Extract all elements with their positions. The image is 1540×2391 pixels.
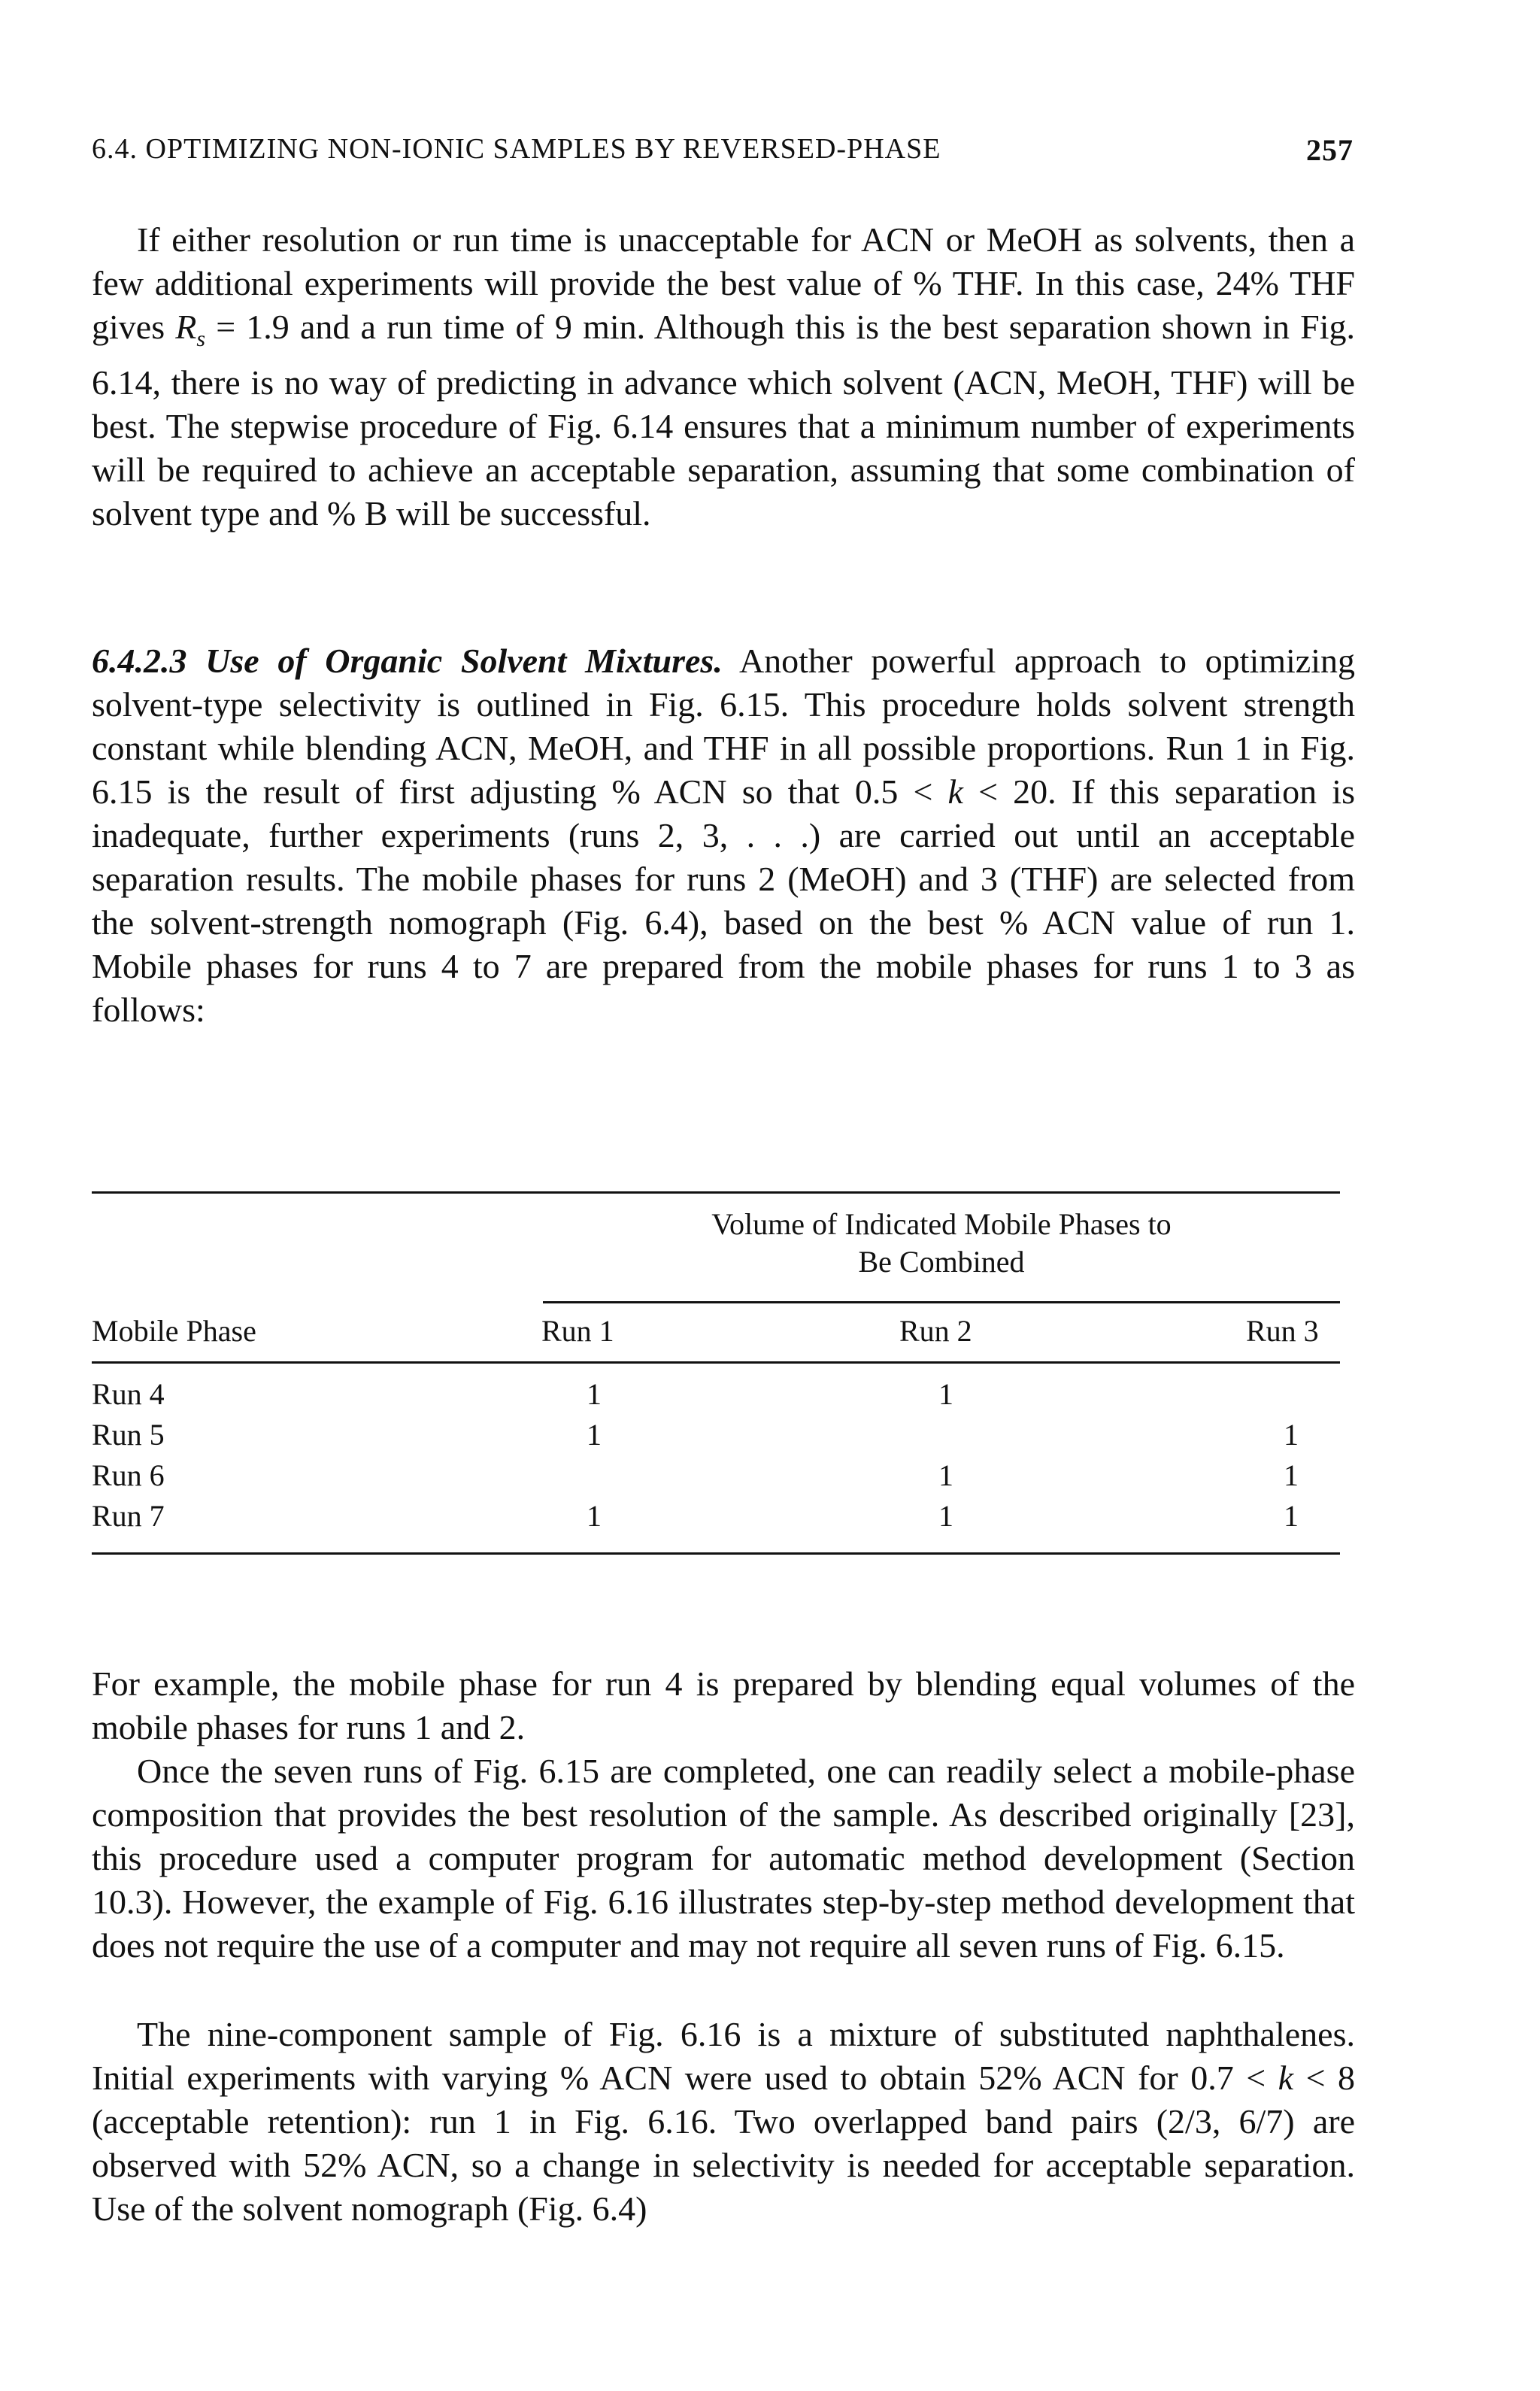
col-header-run-1: Run 1 [541,1314,614,1348]
table-cell: 1 [1284,1418,1299,1452]
table-bottom-rule [92,1552,1340,1555]
col-header-run-3: Run 3 [1246,1314,1319,1348]
table-cell: 1 [1284,1458,1299,1492]
table-cell: 1 [938,1377,953,1411]
running-header [92,132,1354,178]
table-row-label: Run 6 [92,1458,165,1492]
table-row-label: Run 7 [92,1499,165,1533]
mobile-phase-table [92,1191,1340,1567]
paragraph-organic-solvent-mixtures: 6.4.2.3 Use of Organic Solvent Mixtures. Another powerful approach to optimizing solvent-type selectivity is outlined in Fig. 6.15. This procedure holds solvent strength constant while blending ACN, MeOH, and THF in all possible proportions. Run 1 in Fig. 6.15 is the result of first adjusting % ACN so that 0.5 < k < 20. If this separation is inadequate, further experiments (runs 2, 3, . . .) are carried out until an acceptable separation results. The mobile phases for runs 2 (MeOH) and 3 (THF) are selected from the solvent-strength nomograph (Fig. 6.4), based on the best % ACN value of run 1. Mobile phases for runs 4 to 7 are prepared from the mobile phases for runs 1 to 3 as follows: [92,642,1356,1029]
running-title: 6.4. OPTIMIZING NON-IONIC SAMPLES BY REVERSED-PHASE [92,133,941,165]
table-row-label: Run 5 [92,1418,165,1452]
resolution-symbol: R [175,308,197,346]
table-spanner-line-2: Be Combined [858,1245,1025,1279]
section-title: Use of Organic Solvent Mixtures. [205,642,723,680]
table-cell: 1 [1284,1499,1299,1533]
col-header-run-2: Run 2 [899,1314,972,1348]
table-cell: 1 [587,1499,602,1533]
table-cell: 1 [587,1418,602,1452]
table-cell: 1 [938,1499,953,1533]
col-header-mobile-phase: Mobile Phase [92,1314,256,1348]
page-number: 257 [1306,133,1354,167]
paragraph-example-run-4: For example, the mobile phase for run 4 is prepared by blending equal volumes of the mobile phases for runs 1 and 2. [92,1664,1355,1746]
table-cell: 1 [938,1458,953,1492]
table-spanner-line-1: Volume of Indicated Mobile Phases to [711,1207,1172,1241]
section-number: 6.4.2.3 [92,642,187,680]
paragraph-solvent-choice: If either resolution or run time is unacceptable for ACN or MeOH as solvents, then a few additional experiments will provide the best value of % THF. In this case, 24% THF gives $R_s = 1.9$ and a run time of 9 min. Although this is the best separation shown in Fig. 6.14, there is no way of predicting in advance which solvent (ACN, MeOH, THF) will be best. The stepwise procedure of Fig. 6.14 ensures that a minimum number of experiments will be required to achieve an acceptable separation, assuming that some combination of solvent type and % B will be successful. [92,220,1355,533]
table-row-label: Run 4 [92,1377,165,1411]
table-cell: 1 [587,1377,602,1411]
paragraph-seven-runs: Once the seven runs of Fig. 6.15 are completed, one can readily select a mobile-phase composition that provides the best resolution of the sample. As described originally [23], this procedure used a computer program for automatic method development (Section 10.3). However, the example of Fig. 6.16 illustrates step-by-step method development that does not require the use of a computer and may not require all seven runs of Fig. 6.15. [92,1752,1355,1965]
table-header-rule [92,1361,1340,1364]
paragraph-nine-component-sample: The nine-component sample of Fig. 6.16 is a mixture of substituted naphthalenes. Initial experiments with varying % ACN were used to obtain 52% ACN for 0.7 < k < 8 (acceptable retention): run 1 in Fig. 6.16. Two overlapped band pairs (2/3, 6/7) are observed with 52% ACN, so a change in selectivity is needed for acceptable separation. Use of the solvent nomograph (Fig. 6.4) [92,2015,1356,2228]
table-spanner-rule [543,1301,1340,1303]
table-top-rule [92,1191,1340,1194]
